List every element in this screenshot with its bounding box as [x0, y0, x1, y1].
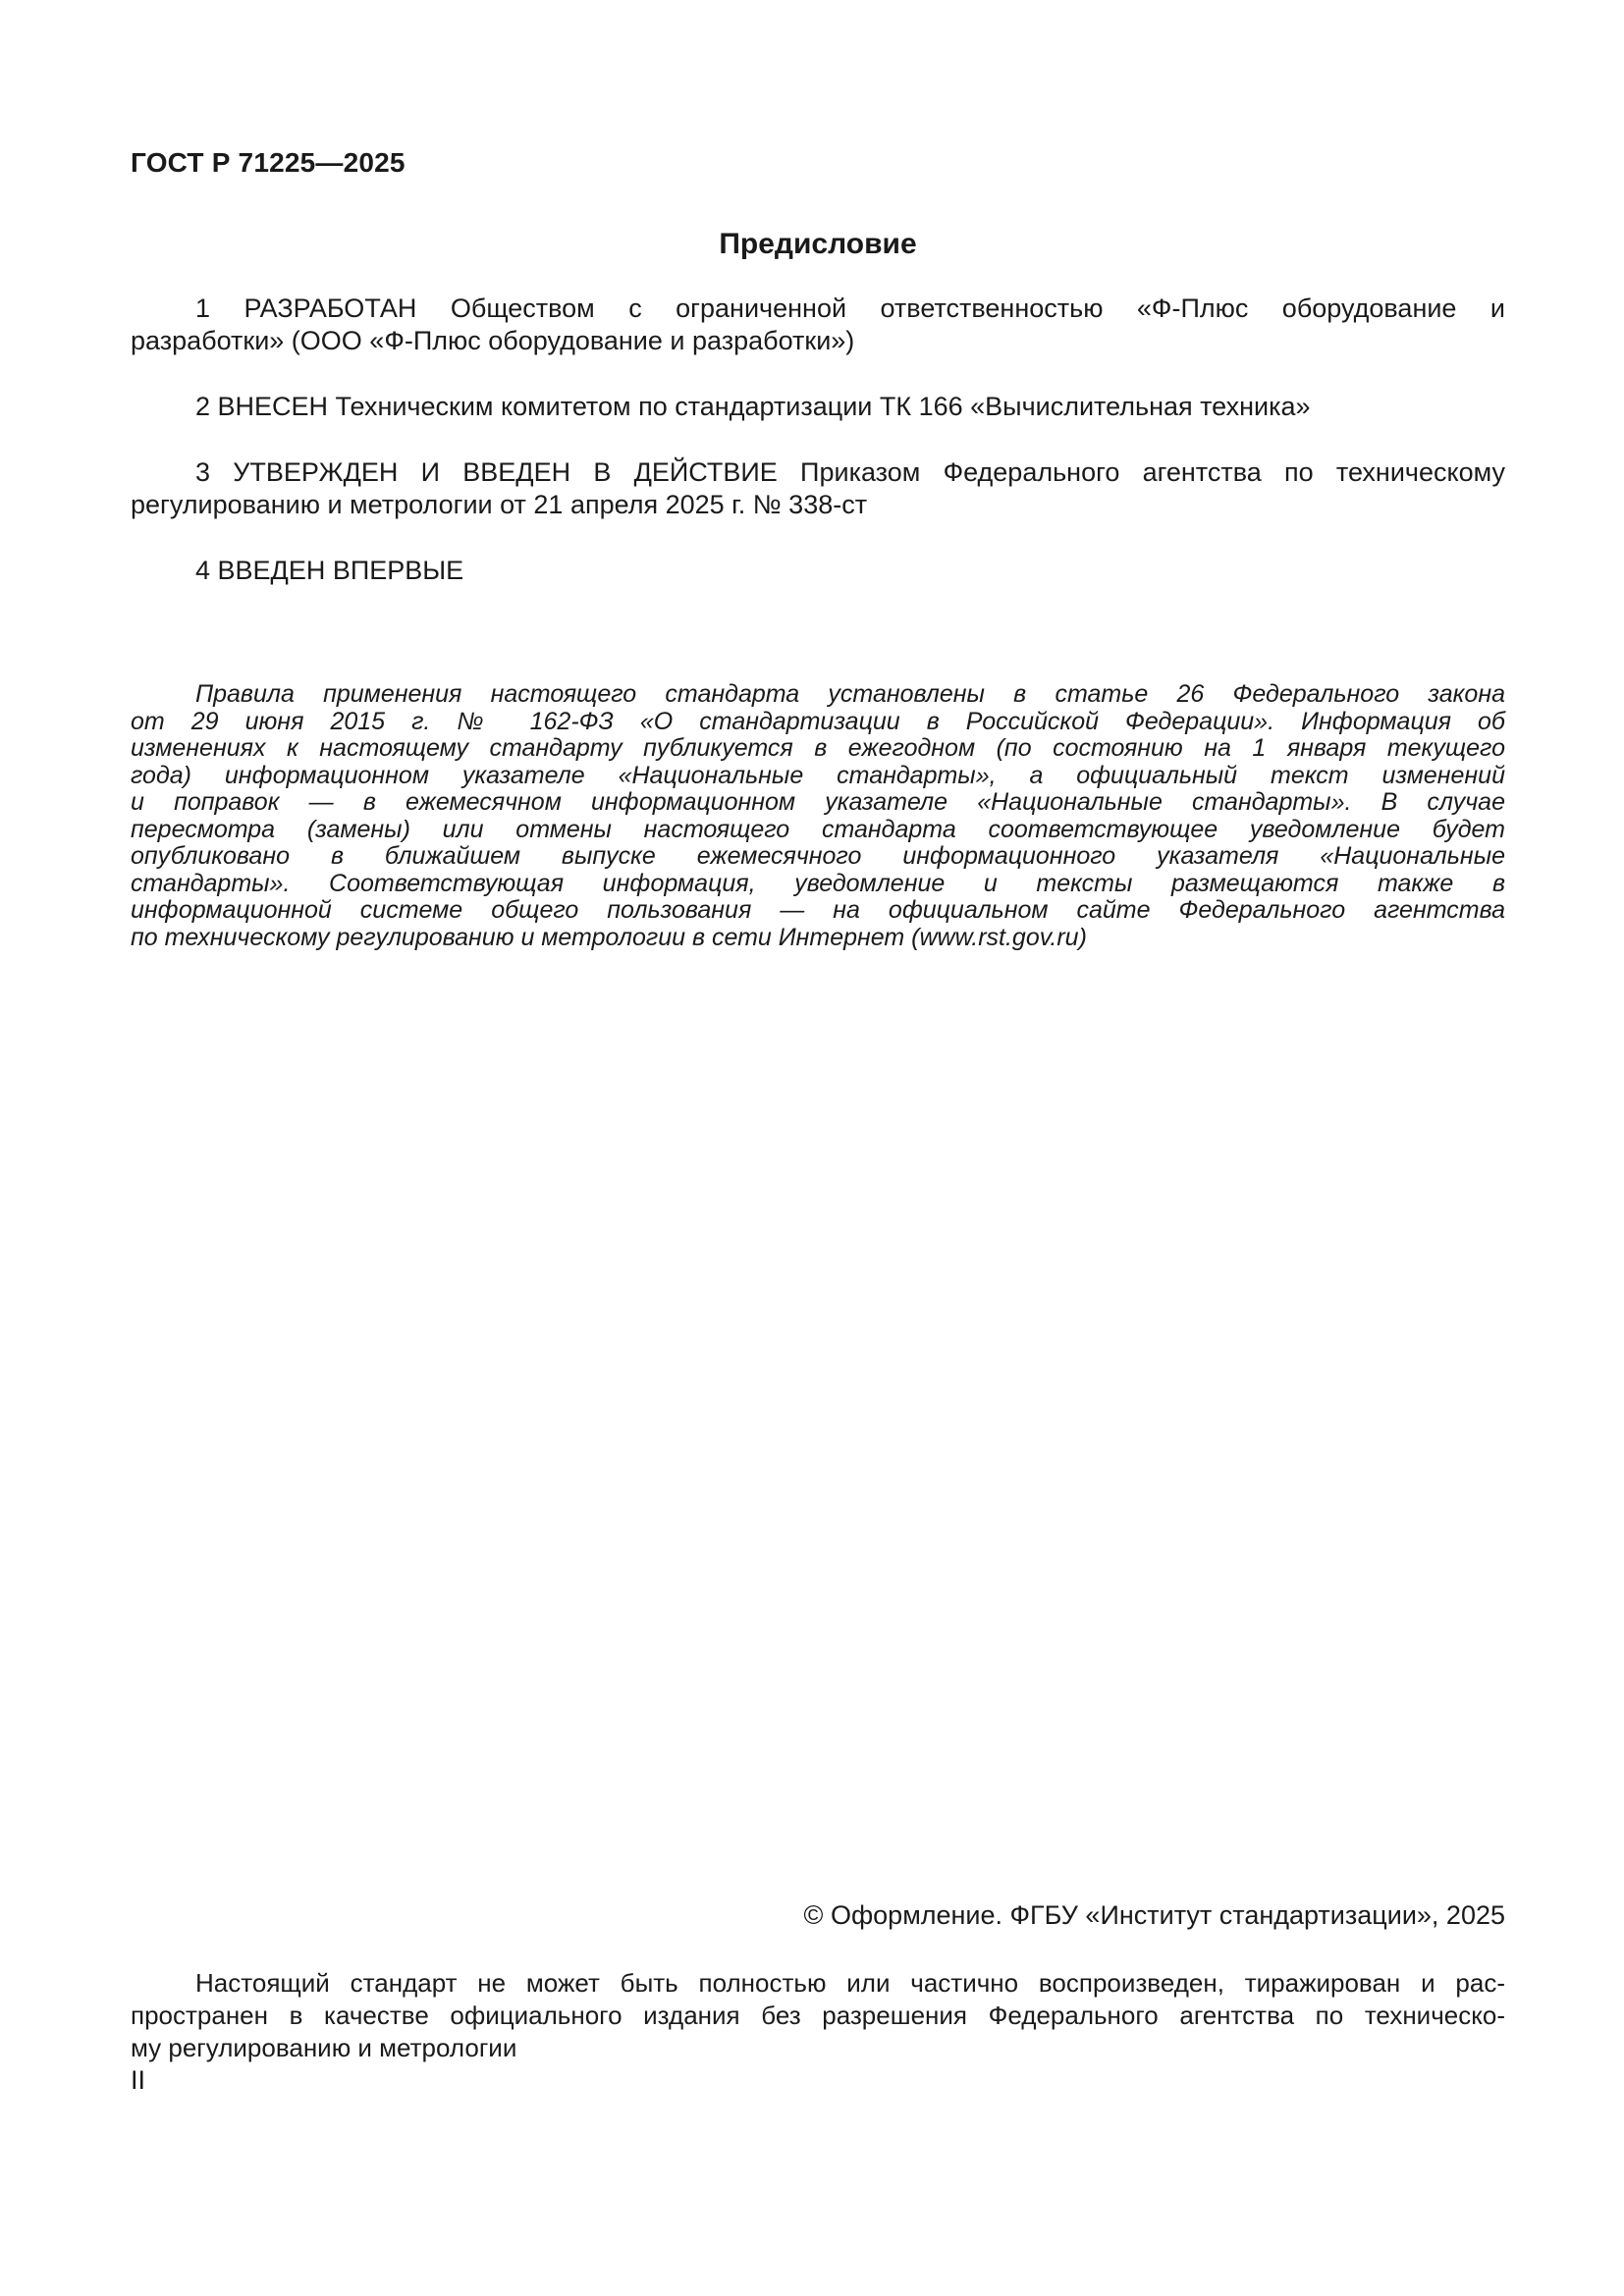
foreword-item-approved: [131, 456, 1505, 521]
foreword-section: [131, 293, 1505, 587]
text-line: пересмотра (замены) или отмены настоящего стандарта соответствующее уведомление будет: [131, 815, 1505, 843]
text-line: регулированию и метрологии от 21 апреля 2025 г. № 338-ст: [131, 490, 868, 519]
text-line: и поправок — в ежемесячном информационном указателе «Национальные стандарты». В случае: [131, 788, 1505, 816]
text-line: года) информационном указателе «Национальные стандарты», а официальный текст изменений: [131, 761, 1505, 789]
text-line: стандарты». Соответствующая информация, уведомление и тексты размещаются также в: [131, 869, 1505, 897]
text-line: 3 УТВЕРЖДЕН И ВВЕДЕН В ДЕЙСТВИЕ Приказом Федерального агентства по техническому: [195, 457, 1505, 487]
text-line: пространен в качестве официального издания без разрешения Федерального агентства по техническо-: [131, 2001, 1505, 2030]
text-line: информационной системе общего пользования — на официальном сайте Федерального агентства: [131, 896, 1505, 924]
text-line: изменениях к настоящему стандарту публикуется в ежегодном (по состоянию на 1 января текущего: [131, 734, 1505, 762]
text-line: Настоящий стандарт не может быть полностью или частично воспроизведен, тиражирован и рас-: [195, 1968, 1505, 1998]
foreword-item-developed: [131, 293, 1505, 357]
text-line: разработки» (ООО «Ф-Плюс оборудование и разработки»): [131, 326, 855, 355]
foreword-item-submitted: [131, 391, 1505, 423]
foreword-item-first-introduced: [131, 555, 1505, 587]
text-line: по техническому регулированию и метрологии в сети Интернет (www.rst.gov.ru): [131, 923, 1087, 951]
copyright-notice: © Оформление. ФГБУ «Институт стандартизации», 2025: [803, 1900, 1505, 1930]
page-title: Предисловие: [719, 228, 917, 260]
text-line: 2 ВНЕСЕН Техническим комитетом по стандартизации ТК 166 «Вычислительная техника»: [195, 392, 1311, 421]
text-line: 1 РАЗРАБОТАН Обществом с ограниченной ответственностью «Ф-Плюс оборудование и: [195, 294, 1505, 323]
text-line: 4 ВВЕДЕН ВПЕРВЫЕ: [195, 556, 464, 585]
document-designation: ГОСТ Р 71225—2025: [131, 147, 406, 178]
text-line: опубликовано в ближайшем выпуске ежемесячного информационного указателя «Национальные: [131, 842, 1505, 870]
reproduction-restriction-note: [131, 1967, 1505, 2064]
text-line: Правила применения настоящего стандарта установлены в статье 26 Федерального закона: [195, 680, 1505, 708]
page-number: II: [131, 2065, 146, 2095]
application-rules-note: [131, 681, 1505, 951]
text-line: от 29 июня 2015 г. № 162-ФЗ «О стандартизации в Российской Федерации». Информация об: [131, 707, 1505, 735]
text-line: му регулированию и метрологии: [131, 2033, 517, 2062]
